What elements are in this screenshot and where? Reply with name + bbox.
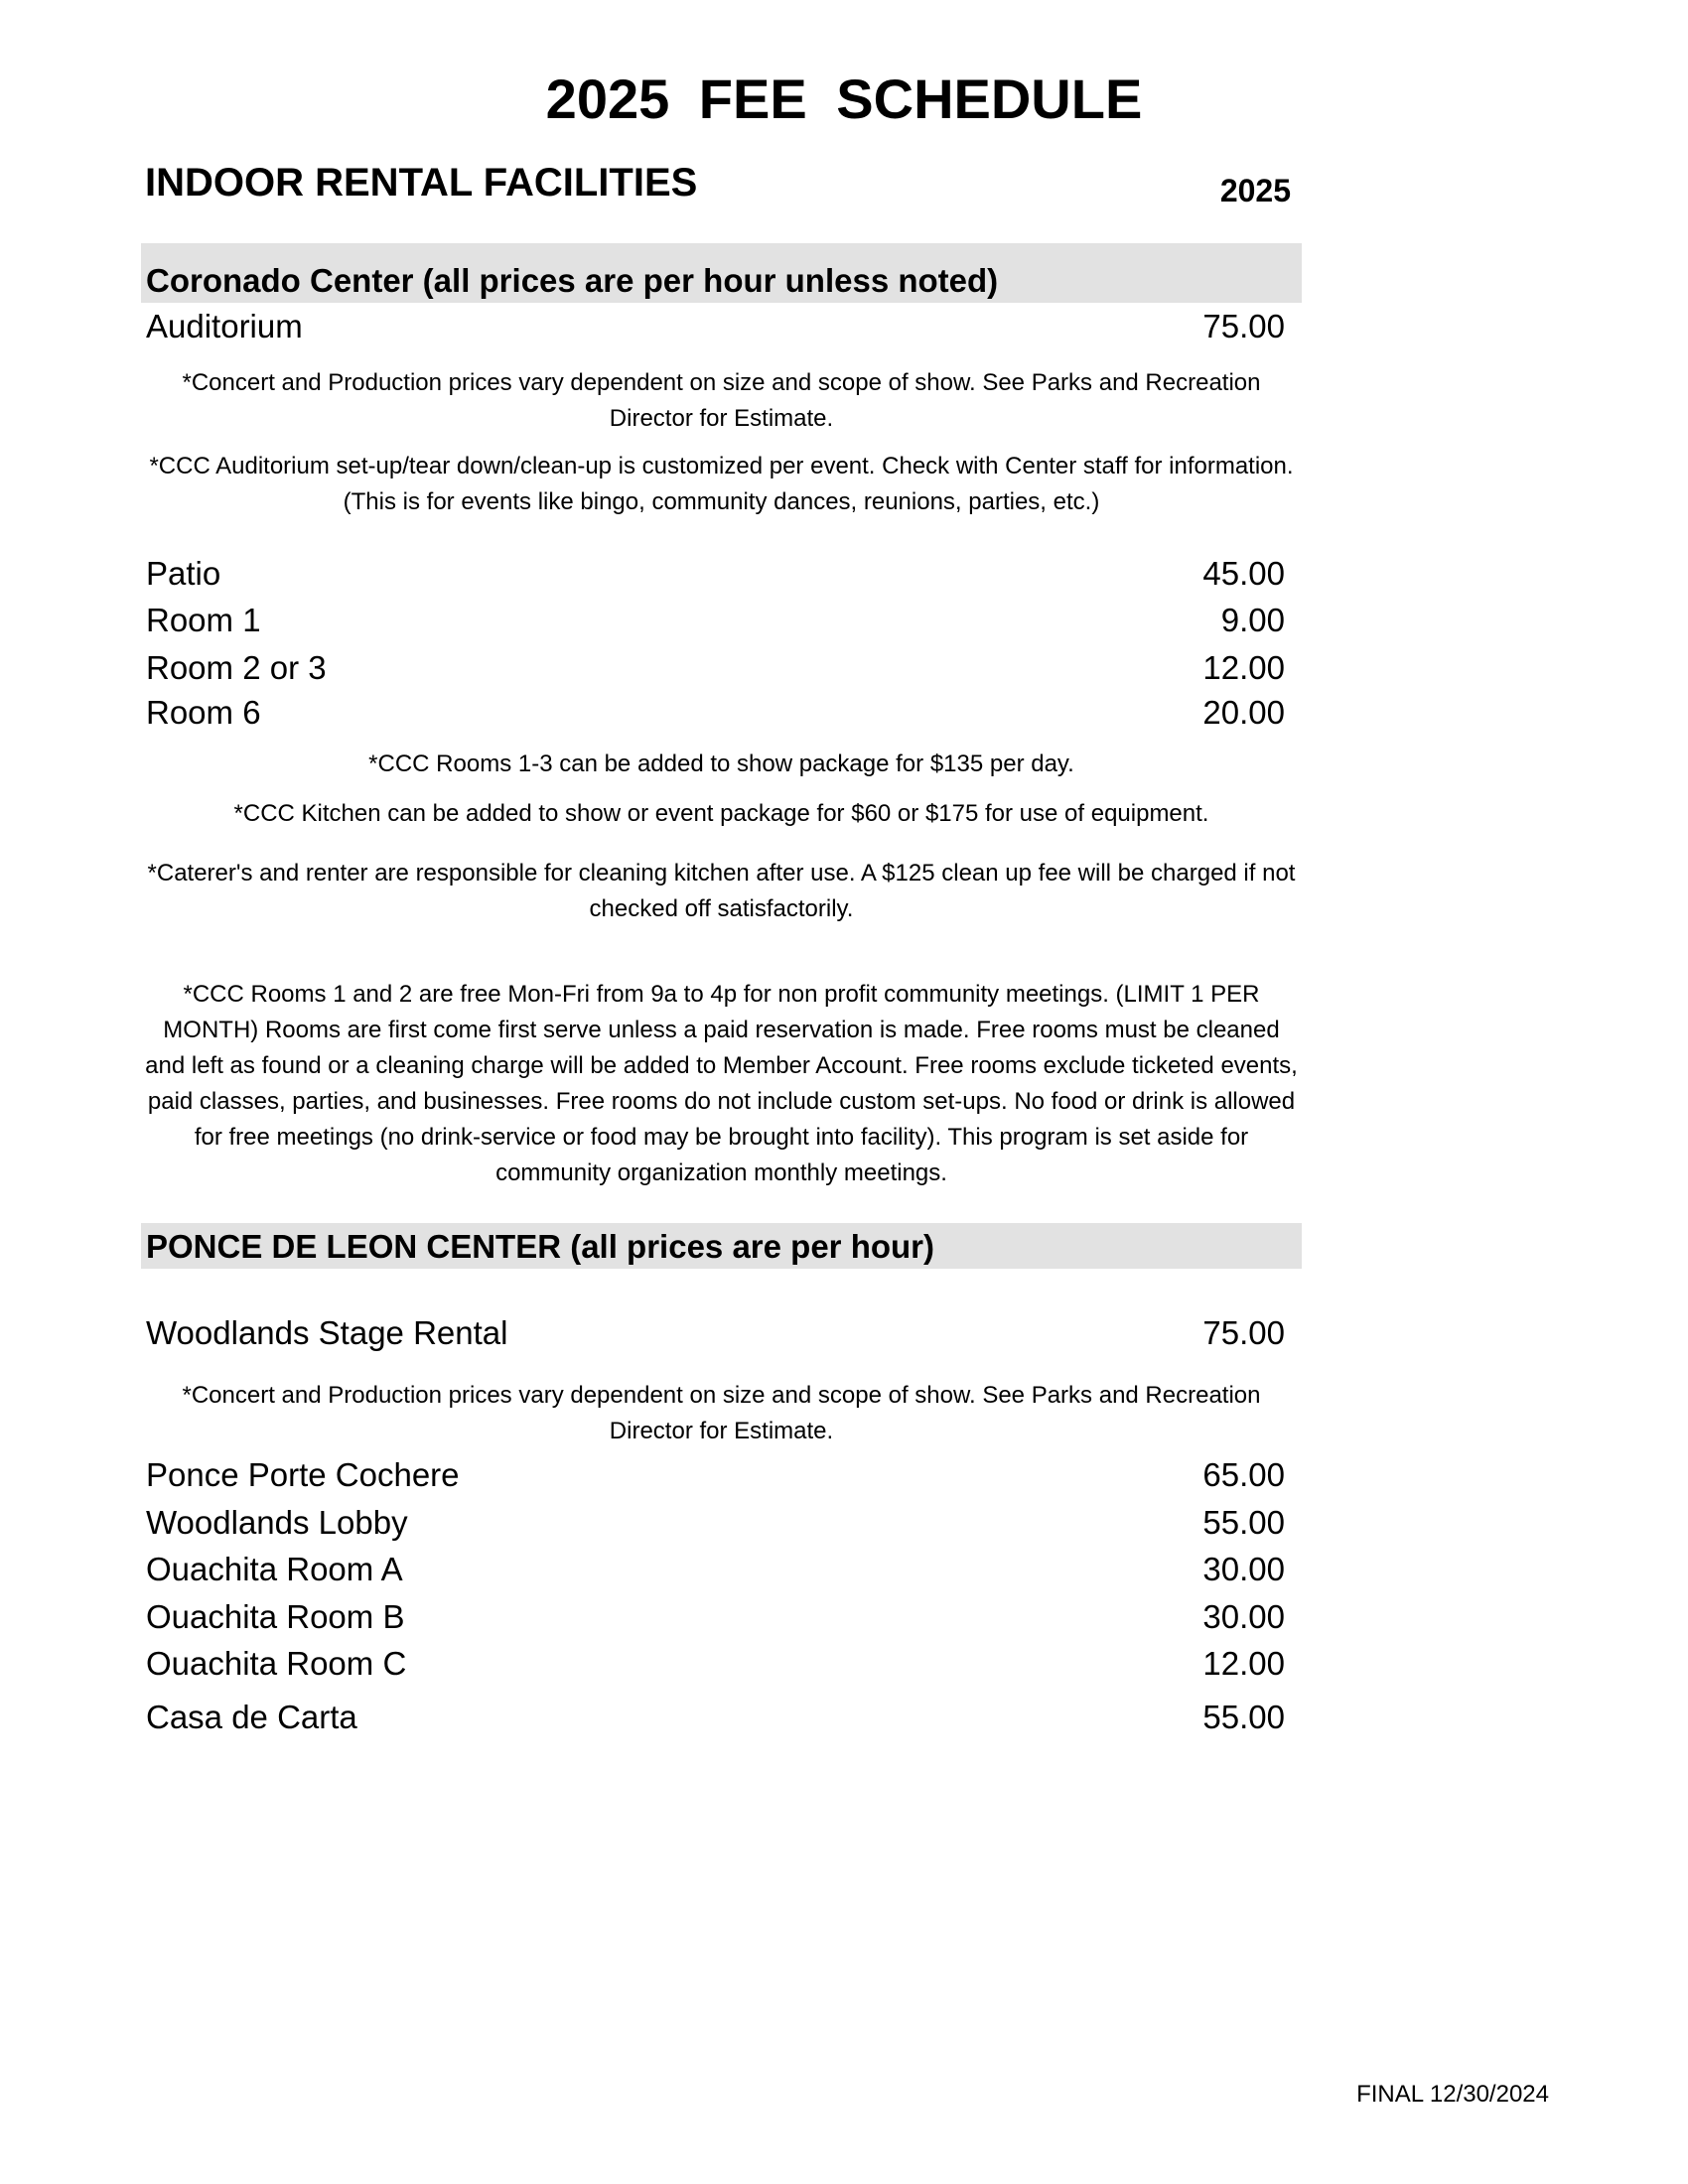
ponce-center-header bbox=[141, 1223, 1302, 1269]
fee-item-price: 55.00 bbox=[1202, 1699, 1285, 1735]
rooms-package-note: *CCC Rooms 1-3 can be added to show package for $135 per day. bbox=[368, 751, 1074, 777]
fee-item-name: Casa de Carta bbox=[146, 1699, 357, 1735]
fee-item-name: Room 1 bbox=[146, 602, 261, 638]
fee-row-ouachita-room-a bbox=[146, 1548, 1285, 1591]
fee-item-price: 65.00 bbox=[1202, 1456, 1285, 1493]
fee-item-price: 9.00 bbox=[1220, 602, 1285, 638]
fee-item-name: Ponce Porte Cochere bbox=[146, 1456, 460, 1493]
coronado-center-heading: Coronado Center (all prices are per hour unless noted) bbox=[146, 262, 999, 299]
fee-row-auditorium bbox=[146, 305, 1285, 348]
fee-row-patio bbox=[146, 552, 1285, 596]
fee-item-price: 12.00 bbox=[1202, 649, 1285, 686]
fee-item-price: 45.00 bbox=[1202, 555, 1285, 592]
ponce-concert-pricing-note: *Concert and Production prices vary dependent on size and scope of show. See Parks and Recreation Director for Estimate. bbox=[182, 1382, 1261, 1444]
ponce-center-heading: PONCE DE LEON CENTER (all prices are per hour) bbox=[146, 1228, 934, 1265]
fee-row-ouachita-room-b bbox=[146, 1595, 1285, 1639]
year-column-heading: 2025 bbox=[1219, 173, 1291, 208]
fee-item-price: 12.00 bbox=[1202, 1645, 1285, 1682]
kitchen-cleaning-note: *Caterer's and renter are responsible for cleaning kitchen after use. A $125 clean up fee will be charged if not checked off satisfactorily. bbox=[147, 860, 1296, 922]
fee-item-name: Woodlands Lobby bbox=[146, 1504, 408, 1541]
free-rooms-note: *CCC Rooms 1 and 2 are free Mon-Fri from 9a to 4p for non profit community meetings. (LIMIT 1 PER MONTH) Rooms are first come first serve unless a paid reservation is made. Free rooms must be cleaned and left as found or a cleaning charge will be added to Member Account. Free rooms exclude ticketed events, paid classes, parties, and businesses. Free rooms do not include custom set-ups. No food or drink is allowed for free meetings (no drink-service or food may be brought into facility). This program is set aside for community organization monthly meetings. bbox=[145, 981, 1298, 1186]
fee-item-price: 30.00 bbox=[1202, 1551, 1285, 1587]
fee-row-room-1 bbox=[146, 599, 1285, 642]
fee-item-name: Room 6 bbox=[146, 694, 261, 731]
fee-item-name: Room 2 or 3 bbox=[146, 649, 327, 686]
fee-row-room-2-or-3 bbox=[146, 646, 1285, 690]
coronado-center-header bbox=[141, 243, 1302, 303]
final-date-footer: FINAL 12/30/2024 bbox=[1356, 2081, 1549, 2108]
fee-row-casa-de-carta bbox=[146, 1696, 1285, 1739]
fee-item-price: 55.00 bbox=[1202, 1504, 1285, 1541]
fee-item-price: 20.00 bbox=[1202, 694, 1285, 731]
auditorium-setup-note: *CCC Auditorium set-up/tear down/clean-up is customized per event. Check with Center staff for information. (This is for events like bingo, community dances, reunions, parties, etc.) bbox=[149, 453, 1294, 515]
fee-row-room-6 bbox=[146, 691, 1285, 735]
document-title: 2025 FEE SCHEDULE bbox=[545, 68, 1143, 130]
fee-item-name: Ouachita Room B bbox=[146, 1598, 405, 1635]
fee-item-name: Patio bbox=[146, 555, 221, 592]
fee-row-woodlands-lobby bbox=[146, 1501, 1285, 1545]
concert-pricing-note: *Concert and Production prices vary dependent on size and scope of show. See Parks and Recreation Director for Estimate. bbox=[182, 369, 1261, 432]
fee-item-price: 75.00 bbox=[1202, 1314, 1285, 1351]
fee-item-price: 75.00 bbox=[1202, 308, 1285, 344]
fee-item-name: Ouachita Room A bbox=[146, 1551, 403, 1587]
fee-item-name: Ouachita Room C bbox=[146, 1645, 407, 1682]
fee-row-ouachita-room-c bbox=[146, 1642, 1285, 1686]
fee-item-name: Auditorium bbox=[146, 308, 303, 344]
fee-row-woodlands-stage bbox=[146, 1311, 1285, 1355]
section-heading: INDOOR RENTAL FACILITIES bbox=[145, 161, 698, 205]
fee-row-ponce-porte-cochere bbox=[146, 1453, 1285, 1497]
fee-item-name: Woodlands Stage Rental bbox=[146, 1314, 508, 1351]
fee-item-price: 30.00 bbox=[1202, 1598, 1285, 1635]
kitchen-package-note: *CCC Kitchen can be added to show or event package for $60 or $175 for use of equipment. bbox=[233, 800, 1209, 827]
